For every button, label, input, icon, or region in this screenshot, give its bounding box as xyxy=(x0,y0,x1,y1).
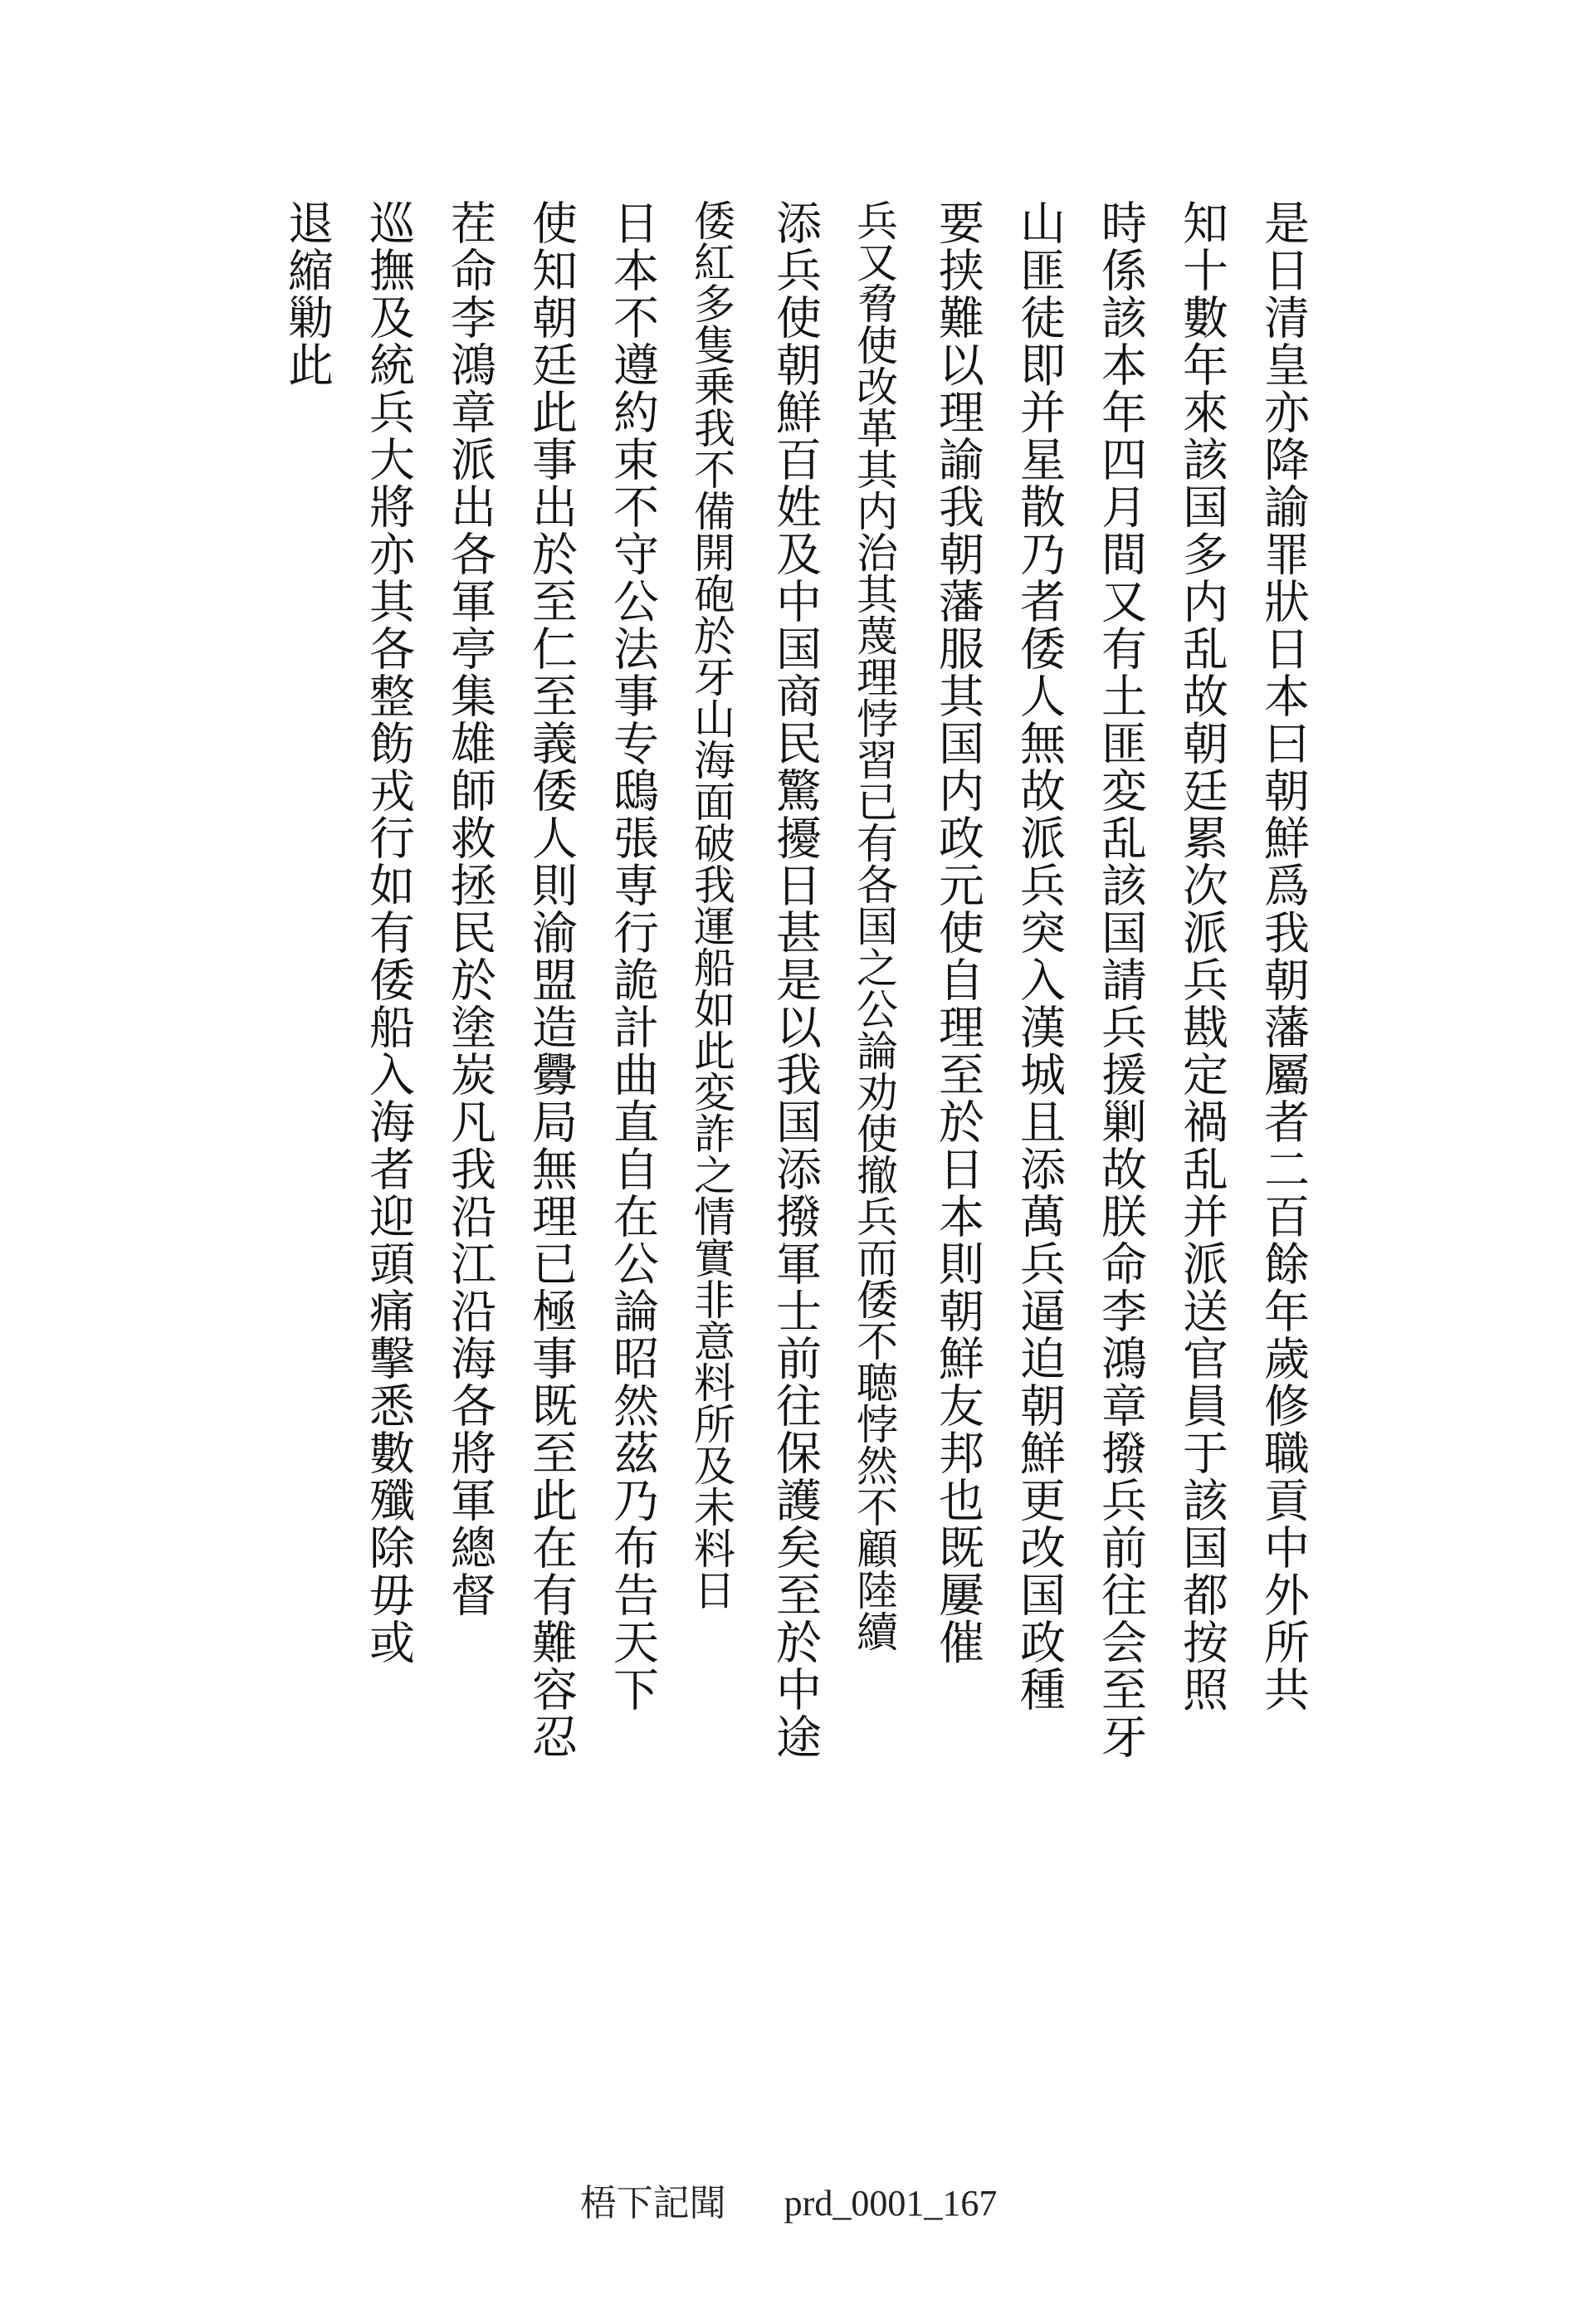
manuscript-column-12: 巡撫及統兵大將亦其各整飭戎行如有倭船入海者迎頭痛擊悉數殲除毋或 xyxy=(362,199,415,1666)
manuscript-column-10: 使知朝廷此事出於至仁至義倭人則渝盟造釁局無理已極事既至此在有難容忍 xyxy=(525,199,578,1760)
footer-page-id: prd_0001_167 xyxy=(784,2183,998,2224)
manuscript-column-3: 時係該本年四月間又有土匪変乱該国請兵援剿故朕命李鴻章撥兵前往会至牙 xyxy=(1094,199,1147,1760)
manuscript-column-7: 添兵使朝鮮百姓及中国商民驚擾日甚是以我国添撥軍士前往保護矣至於中途 xyxy=(769,199,822,1760)
manuscript-column-5: 要挟難以理諭我朝藩服其国内政元使自理至於日本則朝鮮友邦也既屢催 xyxy=(931,199,984,1666)
manuscript-column-8: 倭紅多隻乗我不備開砲於牙山海面破我運船如此変詐之情實非意料所及未料日 xyxy=(687,199,735,1610)
page-footer xyxy=(0,2173,1577,2226)
manuscript-column-2: 知十數年來該国多内乱故朝廷累次派兵戡定禍乱并派送官員于該国都按照 xyxy=(1175,199,1228,1713)
footer-title: 梧下記聞 xyxy=(579,2183,726,2224)
handwritten-manuscript xyxy=(282,199,1345,1926)
manuscript-column-4: 山匪徒即并星散乃者倭人無故派兵突入漢城且添萬兵逼迫朝鮮更改国政種 xyxy=(1013,199,1066,1713)
manuscript-column-11: 茬命李鴻章派出各軍亭集雄師救拯民於塗炭凡我沿江沿海各將軍總督 xyxy=(443,199,496,1618)
manuscript-column-9: 日本不遵約束不守公法事专鴟張専行詭計曲直自在公論昭然茲乃布告天下 xyxy=(606,199,659,1713)
manuscript-column-1: 是日清皇亦降諭罪狀日本曰朝鮮爲我朝藩屬者二百餘年歲修職貢中外所共 xyxy=(1257,199,1310,1713)
manuscript-column-13: 退縮勦此 xyxy=(281,199,334,388)
manuscript-column-6: 兵又脅使改革其内治其蔑理悖習已有各国之公論劝使撤兵而倭不聴悖然不顧陸續 xyxy=(850,199,898,1652)
